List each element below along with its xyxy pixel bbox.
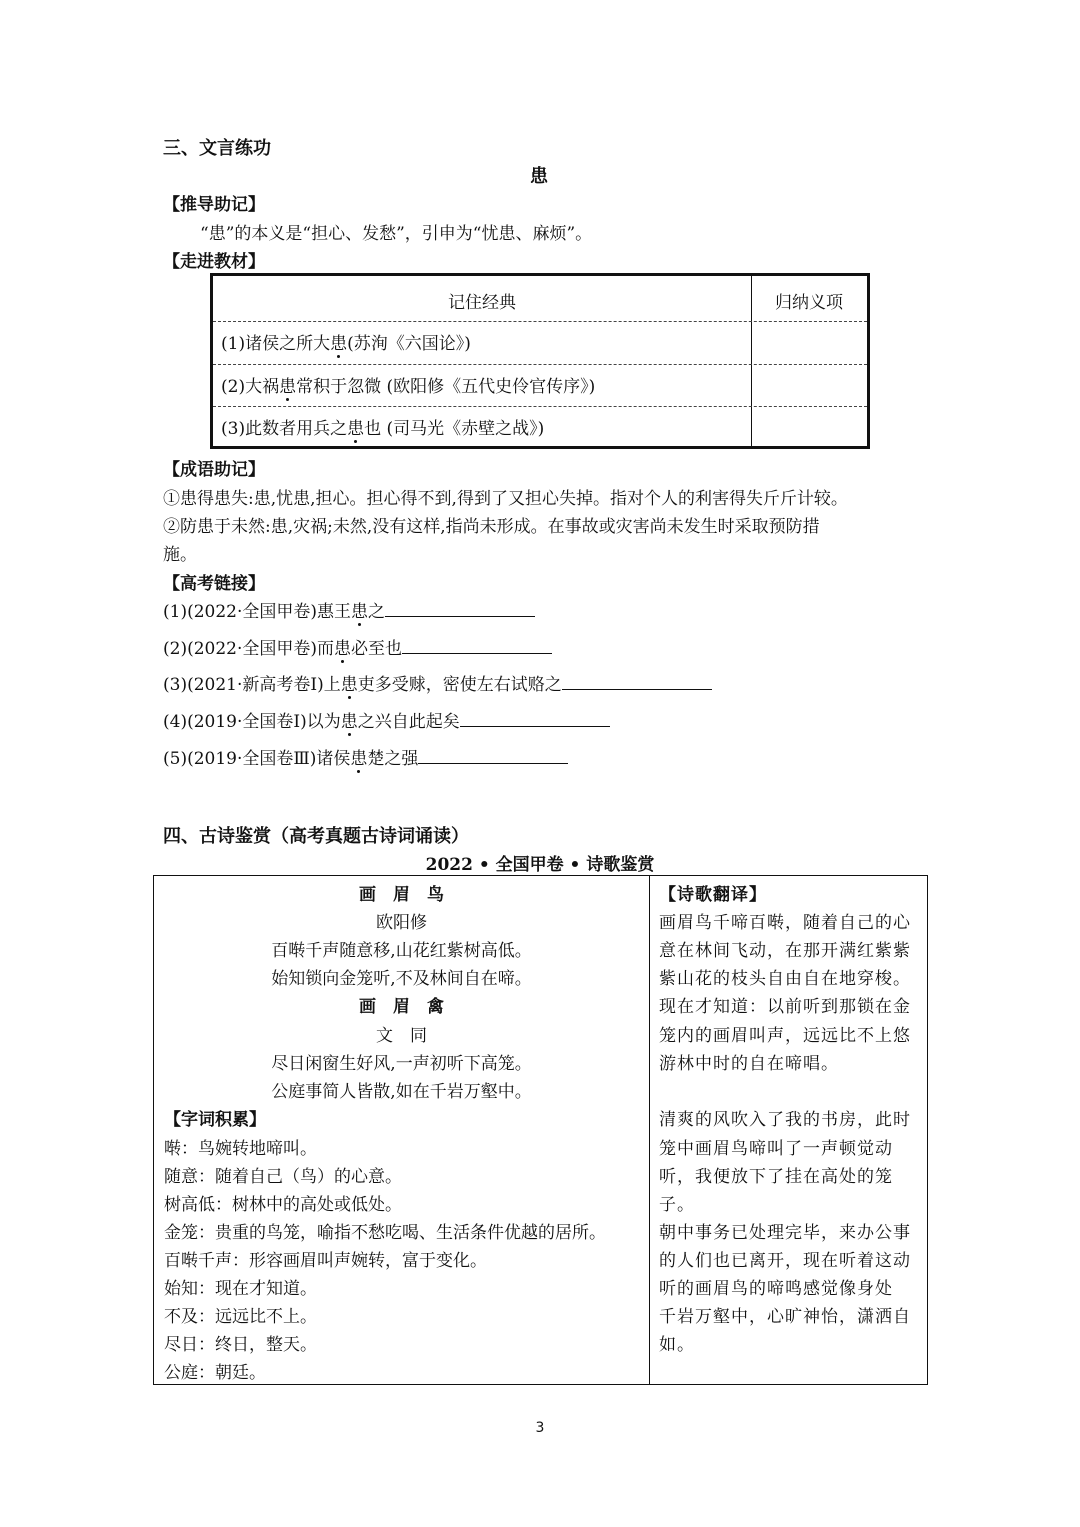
page-number: 3: [535, 1420, 545, 1436]
translation-line: 子。: [659, 1195, 695, 1215]
poem2-title: 画 眉 禽: [359, 997, 444, 1017]
vocab-title: 【字词积累】: [164, 1110, 266, 1130]
translation-line: 紫山花的枝头自由自在地穿梭。: [659, 969, 911, 989]
section3-heading: 三、文言练功: [163, 138, 271, 159]
vocab-item: 公庭：朝廷。: [164, 1363, 266, 1383]
answer-blank[interactable]: [402, 635, 552, 654]
chengyu-2-cont: 施。: [163, 545, 197, 565]
vocab-item: 尽日：终日，整天。: [164, 1335, 317, 1355]
translation-title: 【诗歌翻译】: [659, 885, 767, 905]
row-3-text: (3)此数者用兵之患也 (司马光《赤壁之战》): [221, 419, 545, 439]
char-title: 患: [530, 166, 548, 187]
chengyu-title: 【成语助记】: [163, 460, 265, 480]
poem2-line-2: 公庭事简人皆散,如在千岩万壑中。: [271, 1082, 532, 1102]
vocab-item: 树高低：树林中的高处或低处。: [164, 1195, 402, 1215]
answer-blank[interactable]: [460, 708, 610, 727]
poem1-line-2: 始知锁向金笼听,不及林间自在啼。: [271, 969, 532, 989]
vocab-item: 金笼：贵重的鸟笼，喻指不愁吃喝、生活条件优越的居所。: [164, 1223, 606, 1243]
poem2-line-1: 尽日闲窗生好风,一声初听下高笼。: [271, 1054, 532, 1074]
poem1-title: 画 眉 鸟: [359, 885, 444, 905]
vocab-item: 不及：远远比不上。: [164, 1307, 317, 1327]
tuidao-text: “患”的本义是“担心、发愁”，引申为“忧患、麻烦”。: [200, 224, 593, 244]
col1-header: 记住经典: [448, 293, 516, 313]
translation-line: 画眉鸟千啼百啭，随着自己的心: [659, 913, 911, 933]
row-2-text: (2)大祸患常积于忽微 (欧阳修《五代史伶官传序》): [221, 377, 596, 397]
tuidao-title: 【推导助记】: [163, 195, 265, 215]
gaokao-item: (5)(2019·全国卷Ⅲ)诸侯患楚之强: [163, 744, 568, 769]
col2-header: 归纳义项: [775, 293, 843, 313]
translation-line: 笼中画眉鸟啼叫了一声顿觉动: [659, 1139, 893, 1159]
translation-line: 听的画眉鸟的啼鸣感觉像身处: [659, 1279, 893, 1299]
poem1-author: 欧阳修: [376, 913, 427, 933]
zoujin-title: 【走进教材】: [163, 252, 265, 272]
vocab-item: 百啭千声：形容画眉叫声婉转，富于变化。: [164, 1251, 487, 1271]
gaokao-item: (4)(2019·全国卷Ⅰ)以为患之兴自此起矣: [163, 707, 610, 732]
answer-blank[interactable]: [385, 598, 535, 617]
table-row: [213, 406, 867, 439]
translation-line: 意在林间飞动，在那开满红紫紫: [659, 941, 911, 961]
gaokao-item: (2)(2022·全国甲卷)而患必至也: [163, 634, 552, 659]
gaokao-item: (1)(2022·全国甲卷)惠王患之: [163, 597, 535, 622]
translation-line: 现在才知道：以前听到那锁在金: [659, 997, 911, 1017]
section4-subtitle: 2022 • 全国甲卷 • 诗歌鉴赏: [425, 855, 655, 875]
answer-blank[interactable]: [562, 671, 712, 690]
translation-line: 的人们也已离开，现在听着这动: [659, 1251, 911, 1271]
table-row: [213, 364, 867, 397]
translation-line: 如。: [659, 1335, 695, 1355]
gaokao-title: 【高考链接】: [163, 574, 265, 594]
poem-table: [153, 875, 928, 1385]
gaokao-item: (3)(2021·新高考卷Ⅰ)上患吏多受赇，密使左右试赂之: [163, 670, 712, 695]
translation-line: 游林中时的自在啼唱。: [659, 1054, 839, 1074]
section4-heading: 四、古诗鉴赏（高考真题古诗词诵读）: [163, 826, 469, 847]
poem2-author: 文 同: [376, 1026, 427, 1046]
table-row: [213, 321, 867, 354]
translation-line: 千岩万壑中，心旷神怡，潇洒自: [659, 1307, 911, 1327]
vocab-item: 啭：鸟婉转地啼叫。: [164, 1139, 317, 1159]
chengyu-1: ①患得患失:患,忧患,担心。担心得不到,得到了又担心失掉。指对个人的利害得失斤斤计较。: [163, 489, 848, 509]
poem1-line-1: 百啭千声随意移,山花红紫树高低。: [271, 941, 532, 961]
translation-line: 朝中事务已处理完毕，来办公事: [659, 1223, 911, 1243]
vocab-item: 随意：随着自己（鸟）的心意。: [164, 1167, 402, 1187]
vocab-item: 始知：现在才知道。: [164, 1279, 317, 1299]
chengyu-2: ②防患于未然:患,灾祸;未然,没有这样,指尚未形成。在事故或灾害尚未发生时采取预防措: [163, 517, 820, 537]
table-divider: [649, 876, 650, 1384]
row-1-text: (1)诸侯之所大患(苏洵《六国论》): [221, 334, 471, 354]
translation-line: 听，我便放下了挂在高处的笼: [659, 1167, 893, 1187]
textbook-table: [210, 273, 870, 449]
answer-blank[interactable]: [418, 745, 568, 764]
translation-line: 笼内的画眉叫声，远远比不上悠: [659, 1026, 911, 1046]
translation-line: 清爽的风吹入了我的书房，此时: [659, 1110, 911, 1130]
